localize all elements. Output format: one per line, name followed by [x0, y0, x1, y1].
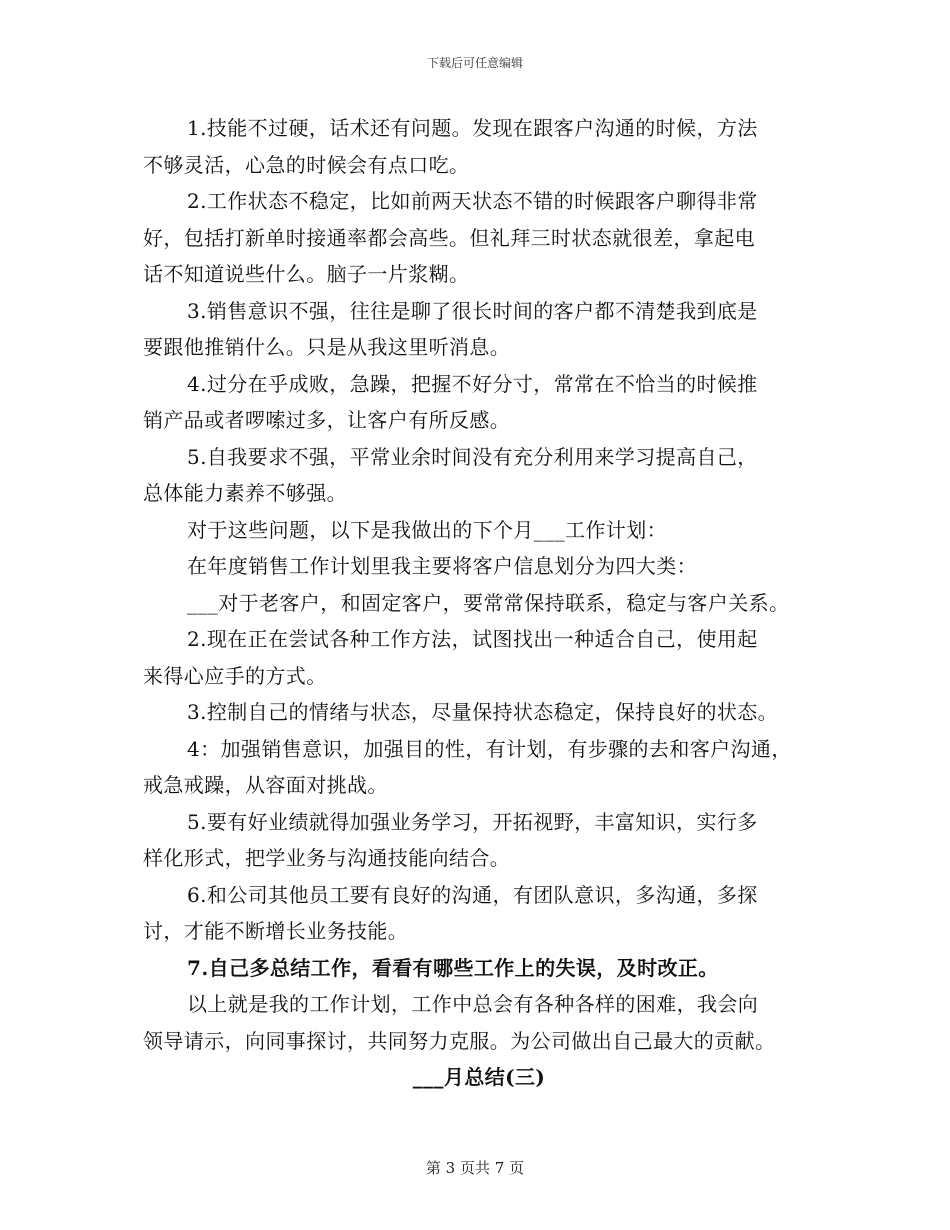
paragraph-line: 不够灵活，心急的时候会有点口吃。 [143, 152, 470, 177]
paragraph-line: 讨，才能不断增长业务技能。 [143, 919, 409, 943]
paragraph-line: ___对于老客户，和固定客户，要常常保持联系，稳定与客户关系。 [187, 590, 790, 615]
paragraph-line: 4：加强销售意识，加强目的性，有计划，有步骤的去和客户沟通， [187, 736, 792, 761]
paragraph-line: 来得心应手的方式。 [143, 663, 327, 688]
paragraph-line: 3.控制自己的情绪与状态，尽量保持状态稳定，保持良好的状态。 [187, 700, 779, 724]
paragraph-line: 1.技能不过硬，话术还有问题。发现在跟客户沟通的时候，方法 [187, 116, 758, 140]
paragraph-line: 样化形式，把学业务与沟通技能向结合。 [143, 846, 511, 870]
page-header: 下载后可任意编辑 [426, 56, 523, 70]
paragraph-line: 要跟他推销什么。只是从我这里听消息。 [143, 335, 511, 359]
paragraph-line: 好，包括打新单时接通率都会高些。但礼拜三时状态就很差，拿起电 [143, 225, 755, 250]
paragraph-line: 对于这些问题，以下是我做出的下个月___工作计划： [187, 517, 667, 542]
document-body [143, 110, 823, 1096]
paragraph-line: 领导请示，向同事探讨，共同努力克服。为公司做出自己最大的贡献。 [143, 1028, 776, 1053]
section-title: ___月总结(三) [412, 1065, 546, 1089]
paragraph-line: 在年度销售工作计划里我主要将客户信息划分为四大类： [187, 554, 697, 578]
paragraph-line: 以上就是我的工作计划，工作中总会有各种各样的困难，我会向 [187, 992, 759, 1016]
paragraph-line: 2.工作状态不稳定，比如前两天状态不错的时候跟客户聊得非常 [187, 189, 758, 213]
paragraph-line: 戒急戒躁，从容面对挑战。 [143, 773, 388, 797]
bold-paragraph-line: 7.自己多总结工作，看看有哪些工作上的失误，及时改正。 [187, 955, 719, 980]
paragraph-line: 3.销售意识不强，往往是聊了很长时间的客户都不清楚我到底是 [187, 298, 758, 323]
paragraph-line: 总体能力素养不够强。 [143, 481, 347, 505]
paragraph-line: 话不知道说些什么。脑子一片浆糊。 [143, 262, 470, 286]
paragraph-line: 销产品或者啰嗦过多，让客户有所反感。 [143, 408, 511, 432]
paragraph-line: 2.现在正在尝试各种工作方法，试图找出一种适合自己，使用起 [187, 627, 758, 651]
paragraph-line: 5.要有好业绩就得加强业务学习，开拓视野，丰富知识，实行多 [187, 809, 758, 834]
paragraph-line: 4.过分在乎成败，急躁，把握不好分寸，常常在不恰当的时候推 [187, 371, 758, 396]
paragraph-line: 5.自我要求不强，平常业余时间没有充分利用来学习提高自己， [187, 444, 758, 469]
page-footer: 第 3 页共 7 页 [425, 1159, 525, 1177]
paragraph-line: 6.和公司其他员工要有良好的沟通，有团队意识，多沟通，多探 [187, 882, 758, 907]
